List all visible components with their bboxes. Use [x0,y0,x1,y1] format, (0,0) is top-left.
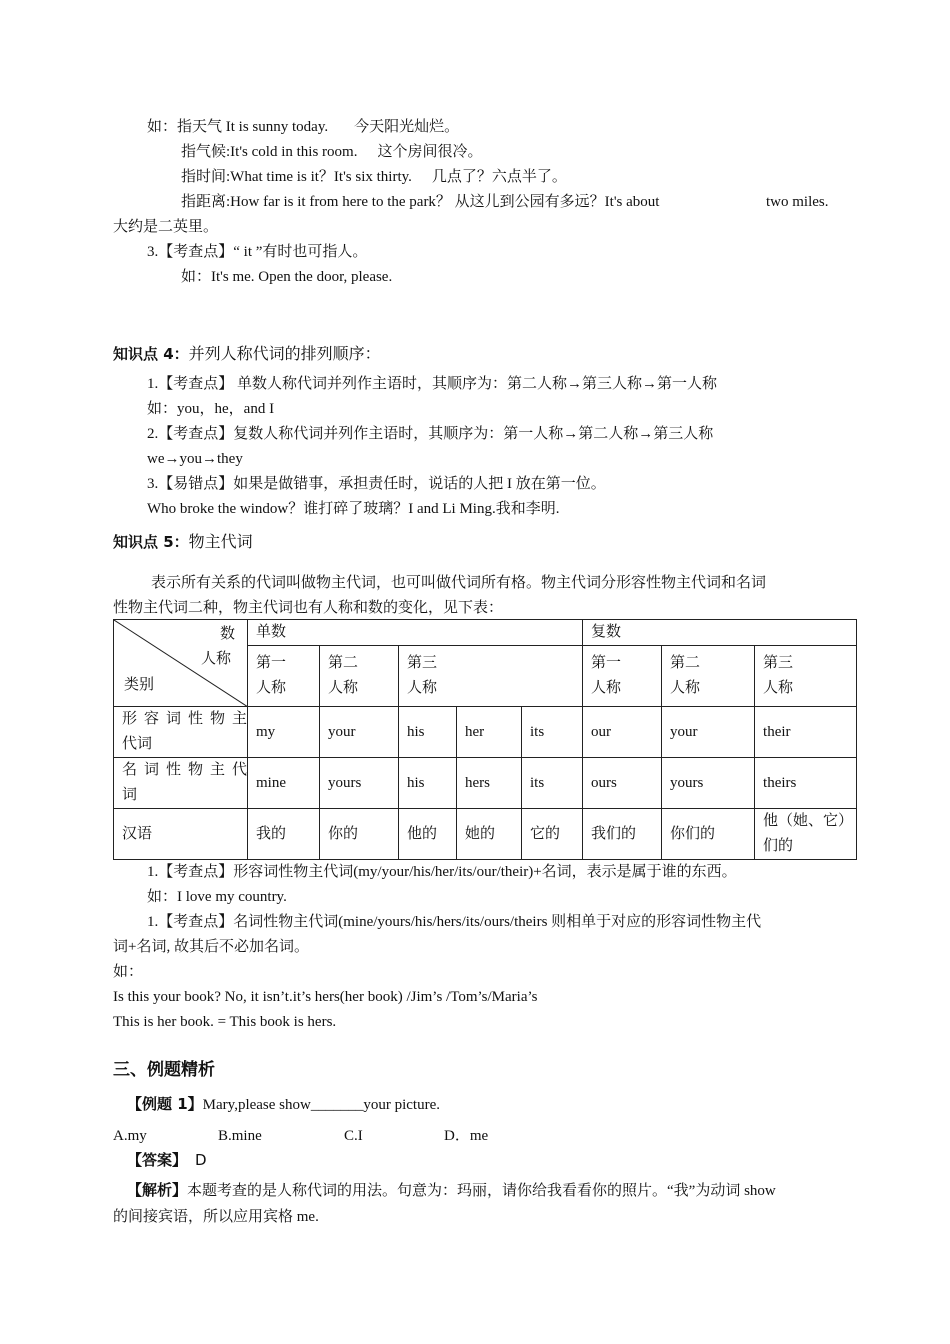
kp4-item: 3.【易错点】如果是做错事，承担责任时，说话的人把 I 放在第一位。 [147,476,606,492]
table-cell: hers [457,758,522,809]
row-label-line: 词 [122,787,138,803]
table-cell: 你们的 [662,809,755,860]
kp4-item: we→you→they [147,451,243,467]
row-label-line: 名词性物主代 [122,762,247,778]
kp5-label: 知识点 5： [113,533,189,551]
point3-example: 如：It's me. Open the door, please. [181,269,393,285]
plural-header: 复数 [583,620,857,646]
kp5-note: 1.【考查点】名词性物主代词(mine/yours/his/hers/its/ours/theirs 则相单于对应的形容词性物主代 [147,914,762,930]
analysis-text: 本题考查的是人称代词的用法。句意为：玛丽，请你给我看看你的照片。“我”为动词 show [187,1183,776,1199]
row-label-line: 形容词性物主 [122,711,247,727]
table-cell: our [583,707,662,758]
option-d: D．me [444,1128,489,1144]
kp5-note: Is this your book? No, it isn’t.it’s hers(her book) /Jim’s /Tom’s/Maria’s [113,989,538,1005]
kp4-label: 知识点 4： [113,345,189,363]
example-time-en: 指时间:What time is it？It's six thirty. [181,169,412,185]
kp5-note: 1.【考查点】形容词性物主代词(my/your/his/her/its/our/their)+名词，表示是属于谁的东西。 [147,864,737,880]
answer-line [127,1150,207,1171]
answer-label: 【答案】 [127,1151,188,1169]
person-header-line: 第一 [256,655,287,671]
person-header-line: 第二 [328,655,359,671]
row-label [114,707,248,758]
example-weather-en: 如：指天气 It is sunny today. [147,119,329,135]
kp5-note: 词+名词, 故其后不必加名词。 [113,939,309,955]
row-label [114,758,248,809]
analysis-label: 【解析】 [127,1181,188,1199]
table-row-adjective [114,707,857,758]
table-row-chinese [114,809,857,860]
table-corner-cell [114,620,248,707]
person-header-line: 人称 [591,680,622,696]
table-cell: his [399,707,457,758]
table-cell: theirs [755,758,857,809]
table-cell: their [755,707,857,758]
example-climate-cn: 这个房间很冷。 [377,144,483,160]
example-climate [181,142,482,162]
example-distance-en: 指距离:How far is it from here to the park？ 从这儿到公园有多远？It's about [181,194,660,210]
kp5-note: 如： [113,964,144,980]
table-cell: 我们的 [583,809,662,860]
person-header [320,646,399,707]
kp4-item: 1.【考查点】 单数人称代词并列作主语时，其顺序为：第二人称→第三人称→第一人称 [147,376,718,392]
point3-it-person: 3.【考查点】“ it ”有时也可指人。 [147,244,368,260]
person-header-line: 人称 [670,680,701,696]
table-cell [755,809,857,860]
example-time [181,167,567,187]
person-header [662,646,755,707]
cell-line: 们的 [763,838,794,854]
section-title: 三、例题精析 [113,1060,215,1080]
example-climate-en: 指气候:It's cold in this room. [181,144,358,160]
person-header-line: 人称 [256,680,287,696]
table-cell: your [662,707,755,758]
option-c: C.I [344,1128,363,1144]
table-cell: mine [248,758,320,809]
singular-header: 单数 [248,620,583,646]
table-cell: your [320,707,399,758]
kp5-title: 物主代词 [188,532,253,551]
kp4-item: Who broke the window？谁打碎了玻璃？I and Li Ming.我和李明. [147,501,560,517]
person-header-line: 第三 [407,655,438,671]
kp4-title: 并列人称代词的排列顺序： [188,344,381,363]
example-label: 【例题 1】 [127,1095,203,1113]
example-distance-tail: two miles. [766,194,829,210]
analysis-line [127,1180,776,1201]
kp5-heading [113,532,253,552]
kp4-item: 2.【考查点】复数人称代词并列作主语时，其顺序为：第一人称→第二人称→第三人称 [147,426,714,442]
person-header [248,646,320,707]
table-cell: her [457,707,522,758]
corner-number-label: 数 [219,626,235,642]
table-cell: 他的 [399,809,457,860]
table-cell: yours [662,758,755,809]
analysis-cont: 的间接宾语，所以应用宾格 me. [113,1209,319,1225]
table-cell: ours [583,758,662,809]
row-label-line: 代词 [122,736,153,752]
cell-line: 他（她、它） [763,813,854,829]
kp4-heading [113,344,381,364]
person-header [399,646,583,707]
kp5-note: This is her book. = This book is hers. [113,1014,337,1030]
person-header-line: 人称 [328,680,359,696]
table-row-noun [114,758,857,809]
table-cell: its [522,707,583,758]
person-header-line: 人称 [407,680,438,696]
person-header-line: 人称 [763,680,794,696]
table-cell: yours [320,758,399,809]
corner-category-label: 类别 [124,677,155,693]
row-label: 汉语 [114,809,248,860]
table-cell: his [399,758,457,809]
example-time-cn: 几点了？六点半了。 [431,169,567,185]
person-header-line: 第一 [591,655,622,671]
example-weather [147,117,459,137]
example-distance-cont: 大约是二英里。 [113,219,219,235]
person-header [583,646,662,707]
answer-value: D [195,1151,207,1169]
kp5-intro-cont: 性物主代词二种，物主代词也有人称和数的变化，见下表： [113,600,504,616]
table-cell: its [522,758,583,809]
possessive-pronoun-table [113,619,857,860]
option-a: A.my [113,1128,147,1144]
example-text: Mary,please show_______your picture. [202,1097,440,1113]
kp5-note: 如：I love my country. [147,889,287,905]
corner-person-label: 人称 [200,651,231,667]
table-cell: 你的 [320,809,399,860]
person-header [755,646,857,707]
table-cell: 我的 [248,809,320,860]
person-header-line: 第二 [670,655,701,671]
example-question [127,1094,440,1115]
example-distance [181,192,659,212]
table-cell: my [248,707,320,758]
option-b: B.mine [218,1128,262,1144]
kp4-item: 如：you，he，and I [147,401,275,417]
kp5-intro: 表示所有关系的代词叫做物主代词，也可叫做代词所有格。物主代词分形容性物主代词和名词 [151,575,767,591]
table-cell: 她的 [457,809,522,860]
person-header-line: 第三 [763,655,794,671]
example-weather-cn: 今天阳光灿烂。 [354,119,460,135]
table-cell: 它的 [522,809,583,860]
